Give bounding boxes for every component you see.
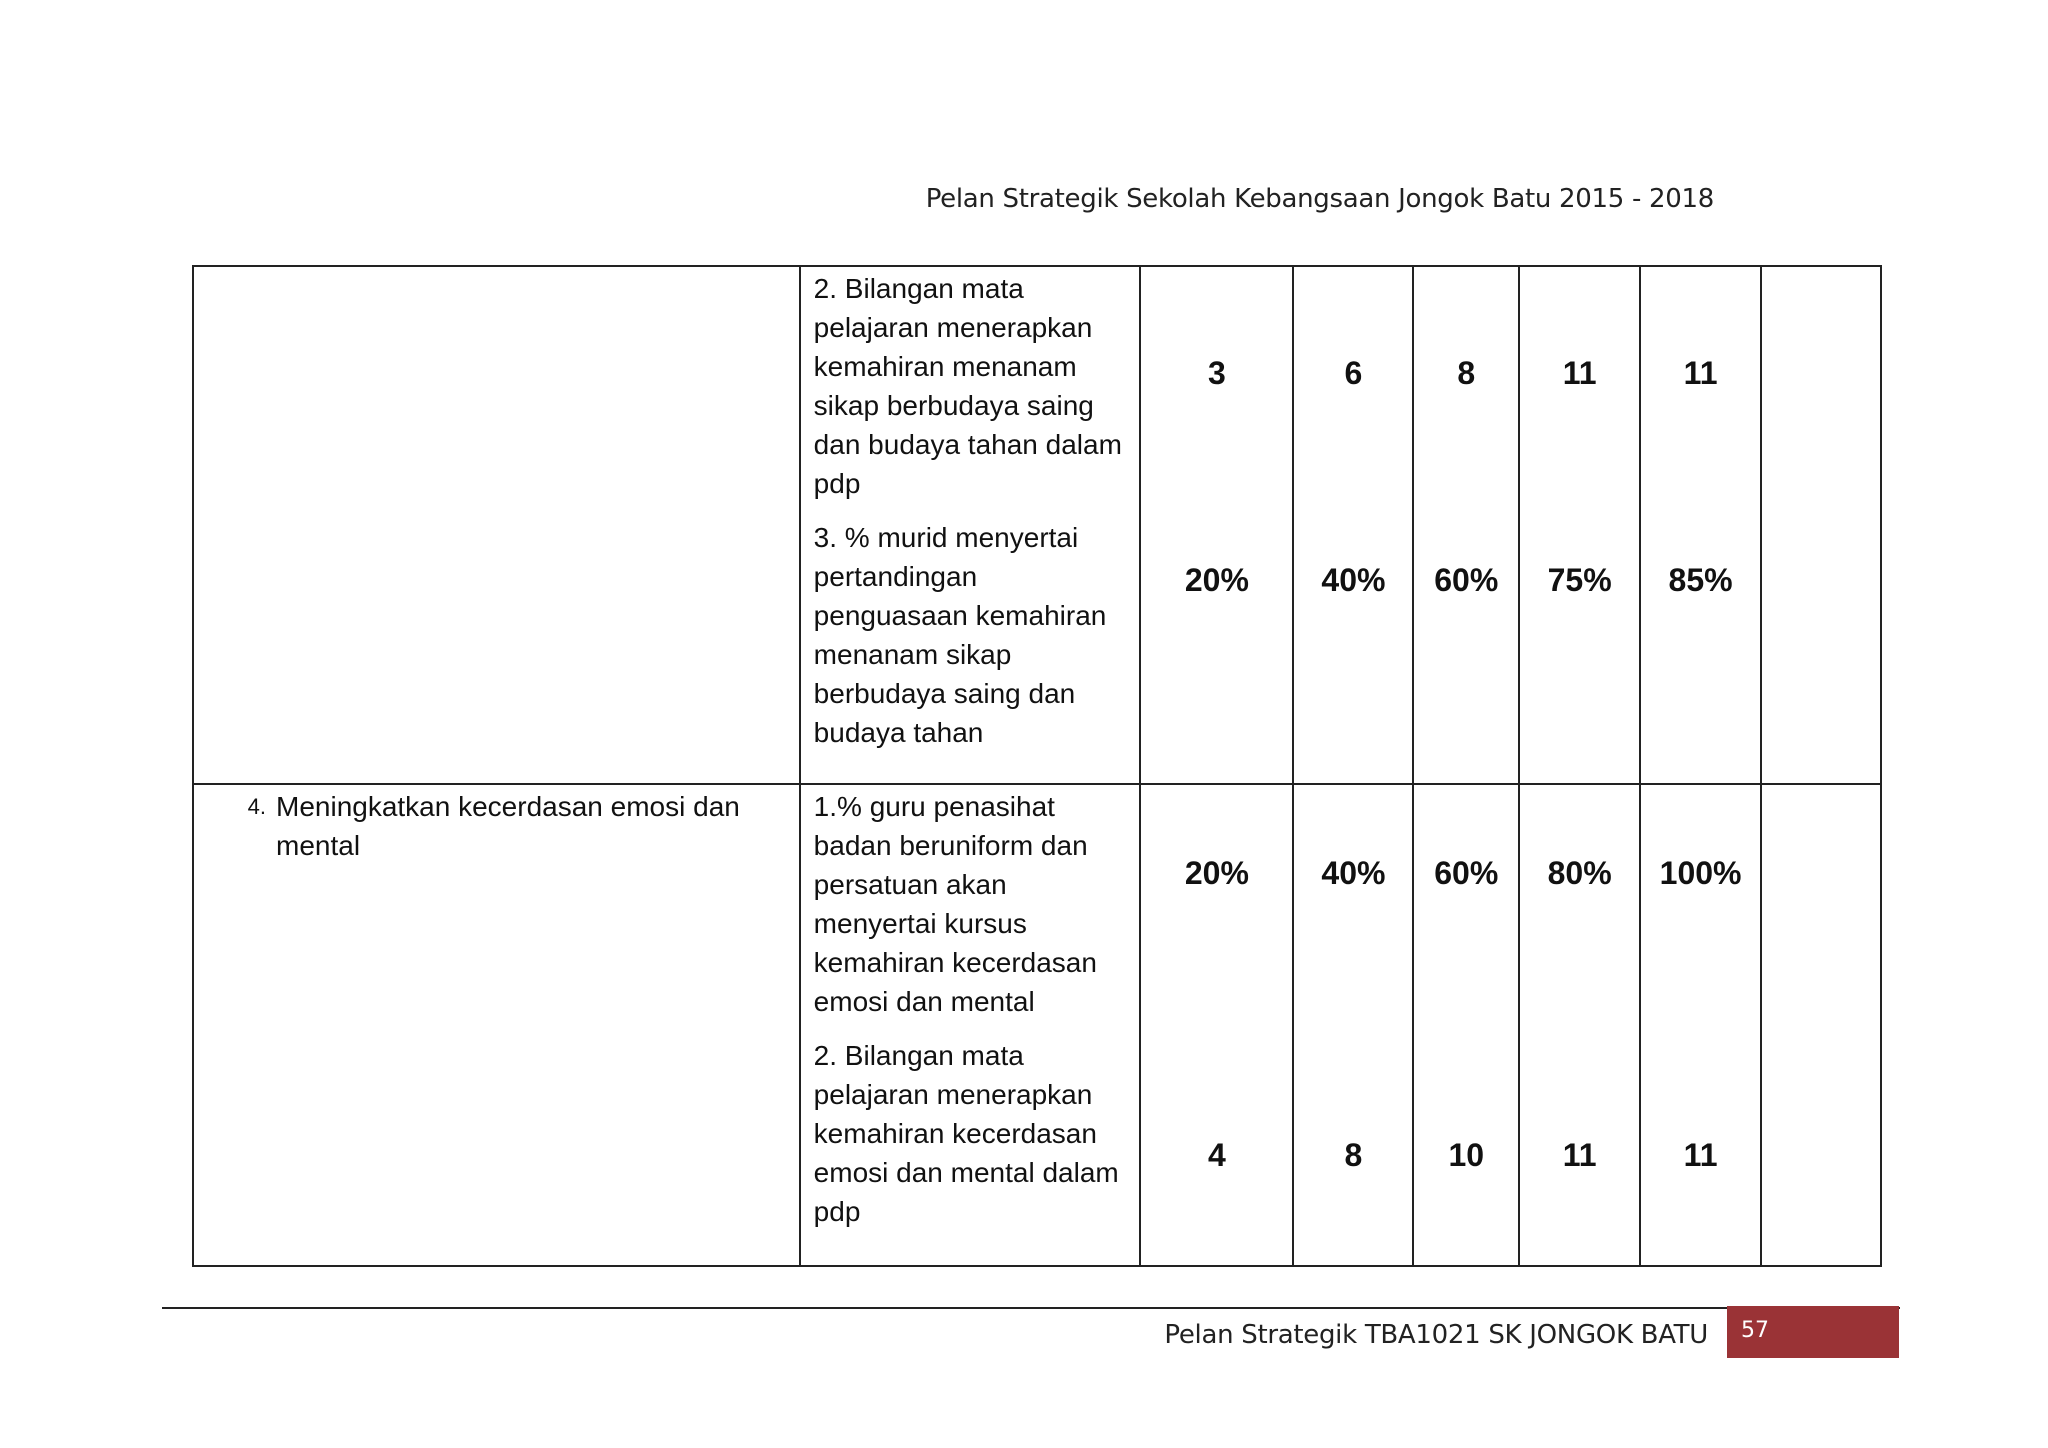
strategy-cell bbox=[193, 266, 800, 784]
kpi-text: 3. % murid menyertai pertandingan penguasaan kemahiran menanam sikap berbudaya saing dan budaya tahan bbox=[813, 522, 1107, 748]
target-cell bbox=[1140, 266, 1293, 784]
target-value: 20% bbox=[1184, 855, 1249, 891]
target-value: 8 bbox=[1457, 355, 1476, 391]
table-row bbox=[193, 266, 1881, 784]
target-value: 40% bbox=[1321, 855, 1386, 891]
target-cell bbox=[1640, 266, 1761, 784]
target-cell bbox=[1413, 784, 1519, 1266]
page-number: 57 bbox=[1727, 1306, 1899, 1358]
target-cell bbox=[1519, 784, 1640, 1266]
target-value: 100% bbox=[1659, 855, 1742, 891]
target-value: 4 bbox=[1207, 1137, 1226, 1173]
page-header: Pelan Strategik Sekolah Kebangsaan Jongok Batu 2015 - 2018 bbox=[925, 184, 1714, 214]
target-value: 6 bbox=[1344, 355, 1363, 391]
target-value: 3 bbox=[1207, 355, 1226, 391]
kpi-text: 1.% guru penasihat badan beruniform dan persatuan akan menyertai kursus kemahiran kecerdasan emosi dan mental bbox=[813, 791, 1097, 1017]
kpi-cell bbox=[800, 784, 1141, 1266]
target-value: 11 bbox=[1683, 355, 1718, 391]
target-value: 8 bbox=[1344, 1137, 1363, 1173]
empty-cell bbox=[1761, 784, 1881, 1266]
strategy-table bbox=[192, 265, 1882, 1267]
target-cell bbox=[1293, 266, 1413, 784]
target-value: 10 bbox=[1448, 1137, 1485, 1173]
target-cell bbox=[1413, 266, 1519, 784]
target-cell bbox=[1640, 784, 1761, 1266]
target-value: 60% bbox=[1434, 855, 1499, 891]
target-value: 11 bbox=[1562, 355, 1597, 391]
kpi-text: 2. Bilangan mata pelajaran menerapkan kemahiran menanam sikap berbudaya saing dan budaya tahan dalam pdp bbox=[813, 273, 1122, 499]
target-value: 11 bbox=[1683, 1137, 1718, 1173]
target-value: 85% bbox=[1668, 562, 1733, 598]
target-value: 11 bbox=[1562, 1137, 1597, 1173]
target-value: 80% bbox=[1547, 855, 1612, 891]
target-value: 20% bbox=[1184, 562, 1249, 598]
table-row bbox=[193, 784, 1881, 1266]
strategy-text: Meningkatkan kecerdasan emosi dan mental bbox=[276, 791, 740, 861]
kpi-text: 2. Bilangan mata pelajaran menerapkan kemahiran kecerdasan emosi dan mental dalam pdp bbox=[813, 1040, 1119, 1227]
target-value: 75% bbox=[1547, 562, 1612, 598]
target-cell bbox=[1519, 266, 1640, 784]
strategy-cell bbox=[193, 784, 800, 1266]
kpi-cell bbox=[800, 266, 1141, 784]
target-value: 60% bbox=[1434, 562, 1499, 598]
empty-cell bbox=[1761, 266, 1881, 784]
strategy-number: 4. bbox=[247, 794, 266, 819]
target-cell bbox=[1140, 784, 1293, 1266]
footer-text: Pelan Strategik TBA1021 SK JONGOK BATU bbox=[1164, 1320, 1708, 1350]
target-value: 40% bbox=[1321, 562, 1386, 598]
footer-divider bbox=[162, 1307, 1900, 1309]
target-cell bbox=[1293, 784, 1413, 1266]
